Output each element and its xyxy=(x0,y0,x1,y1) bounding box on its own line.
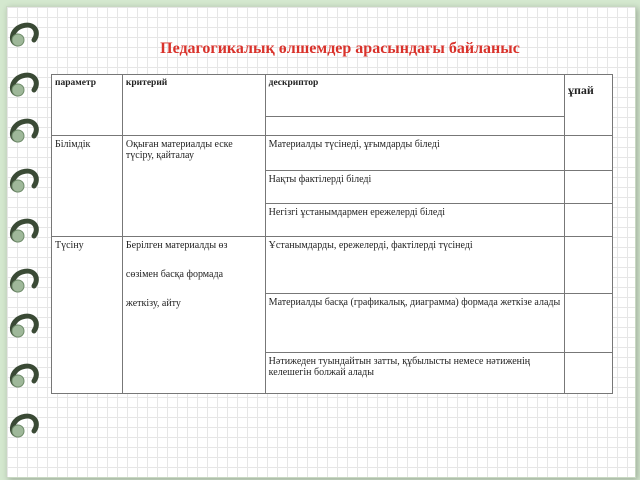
descriptor-cell: Ұстанымдарды, ережелерді, фактілерді түсінеді xyxy=(268,240,473,251)
score-cell[interactable] xyxy=(565,294,613,353)
header-parameter: параметр xyxy=(55,78,97,88)
criterion-line: жеткізу, айту xyxy=(125,298,181,309)
descriptor-cell: Нәтижеден туындайтын затты, құбылысты немесе нәтиженің келешегін болжай алады xyxy=(268,356,531,378)
criterion-line: Берілген материалды өз xyxy=(125,240,228,251)
parameter-cell: Білімдік xyxy=(55,139,91,150)
table-row xyxy=(52,237,613,294)
parameter-cell: Түсіну xyxy=(55,240,84,251)
score-cell[interactable] xyxy=(565,171,613,204)
descriptor-cell: Нақты фактілерді біледі xyxy=(268,174,372,185)
descriptor-cell: Негізгі ұстанымдармен ережелерді біледі xyxy=(268,207,446,218)
descriptor-cell: Материалды басқа (графикалық, диаграмма) формада жеткізе алады xyxy=(268,297,561,308)
score-cell[interactable] xyxy=(565,237,613,294)
criterion-cell: Оқыған материалды еске түсіру, қайталау xyxy=(125,139,233,161)
header-descriptor: дескриптор xyxy=(268,78,319,88)
score-cell[interactable] xyxy=(565,353,613,394)
header-criterion: критерий xyxy=(125,78,168,88)
table-row xyxy=(52,136,613,171)
table-header-row xyxy=(52,75,613,117)
header-score: ұпай xyxy=(568,83,594,97)
descriptor-cell: Материалды түсінеді, ұғымдарды біледі xyxy=(268,139,440,150)
score-cell[interactable] xyxy=(565,204,613,237)
criteria-table xyxy=(51,74,613,394)
criterion-line: сөзімен басқа формада xyxy=(125,269,224,280)
slide-title: Педагогикалық өлшемдер арасындағы байланыс xyxy=(160,40,520,57)
score-cell[interactable] xyxy=(565,136,613,171)
